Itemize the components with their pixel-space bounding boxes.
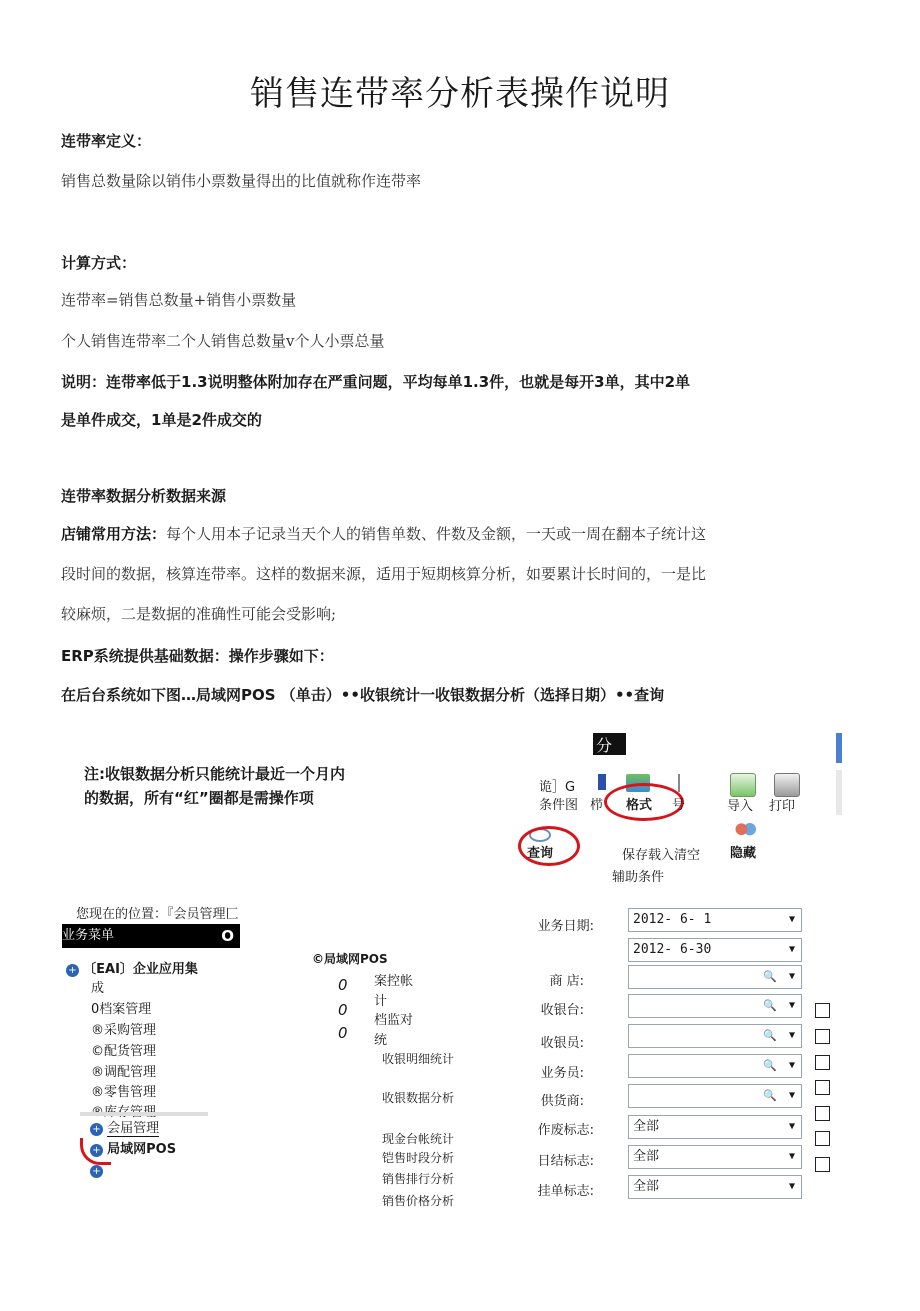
store-method-text-1: 每个人用本子记录当天个人的销售单数、件数及金额，一天或一周在翻本子统计这 bbox=[166, 525, 707, 543]
import-button[interactable]: 导入 bbox=[727, 799, 754, 814]
toolbar-fragment-1: 诡］G bbox=[539, 780, 576, 795]
salesperson-label: 业务员: bbox=[540, 1066, 584, 1081]
toolbar-fragment-2: 条件图 bbox=[539, 798, 579, 813]
business-date-label: 业务日期: bbox=[537, 919, 594, 934]
submenu-zero-1: 0 bbox=[338, 976, 348, 994]
hold-order-label: 挂单标志: bbox=[537, 1184, 594, 1199]
date-from-value: 2012- 6- 1 bbox=[633, 912, 712, 927]
void-flag-label: 作废标志: bbox=[537, 1123, 594, 1138]
import-icon bbox=[730, 773, 756, 797]
chevron-down-icon: ▼ bbox=[788, 1181, 795, 1192]
chevron-down-icon: ▼ bbox=[788, 1151, 795, 1162]
chevron-down-icon: ▼ bbox=[788, 971, 795, 982]
supplier-field[interactable] bbox=[628, 1084, 802, 1108]
toolbar-divider bbox=[678, 774, 680, 792]
print-button[interactable]: 打印 bbox=[769, 799, 796, 814]
menu-eai-label-2: 成 bbox=[91, 981, 105, 996]
search-icon[interactable]: 🔍 bbox=[763, 970, 777, 983]
submenu-zero-3: 0 bbox=[338, 1024, 348, 1042]
screenshot-note-line-1: 注:收银数据分析只能统计最近一个月内 bbox=[84, 765, 346, 783]
submenu-time-period[interactable]: 铠售时段分析 bbox=[382, 1151, 455, 1165]
cashier-checkbox[interactable] bbox=[815, 1029, 830, 1044]
hold-order-select[interactable] bbox=[628, 1175, 802, 1199]
window-edge-strip-2 bbox=[836, 770, 842, 815]
query-button[interactable]: 查询 bbox=[527, 846, 554, 861]
menu-collapse-button[interactable]: O bbox=[221, 927, 234, 945]
definition-heading: 连带率定义： bbox=[61, 132, 152, 150]
chevron-down-icon: ▼ bbox=[788, 914, 795, 925]
location-breadcrumb: 您现在的位置：『会员管理匚 bbox=[76, 907, 239, 922]
supplier-label: 供货商: bbox=[540, 1094, 584, 1109]
search-icon[interactable]: 🔍 bbox=[763, 1029, 777, 1042]
tab-fragment[interactable]: 分 bbox=[593, 733, 626, 755]
submenu-item-1[interactable]: 案控帐 bbox=[374, 974, 414, 989]
daily-settle-value: 全部 bbox=[633, 1149, 660, 1164]
date-to-select[interactable] bbox=[628, 938, 802, 962]
menu-lan-pos-label: 局域网POS bbox=[107, 1142, 177, 1157]
source-heading: 连带率数据分析数据来源 bbox=[61, 487, 227, 505]
query-red-circle bbox=[518, 826, 580, 866]
page-title: 销售连带率分析表操作说明 bbox=[250, 74, 670, 114]
supplier-checkbox[interactable] bbox=[815, 1080, 830, 1095]
salesperson-checkbox[interactable] bbox=[815, 1055, 830, 1070]
menu-member-label: 会届管理 bbox=[107, 1121, 160, 1136]
hold-order-value: 全部 bbox=[633, 1179, 660, 1194]
lan-pos-red-circle bbox=[80, 1138, 111, 1165]
note-line-2: 是单件成交，1单是2件成交的 bbox=[61, 411, 262, 429]
hold-order-checkbox[interactable] bbox=[815, 1157, 830, 1172]
definition-text: 销售总数量除以销伟小票数量得出的比值就称作连带率 bbox=[61, 172, 422, 190]
report-icon bbox=[598, 774, 606, 790]
shop-field[interactable] bbox=[628, 965, 802, 989]
format-button[interactable]: 格式 bbox=[626, 798, 653, 813]
store-method-line-3: 较麻烦，二是数据的准确性可能会受影响; bbox=[61, 605, 337, 623]
search-icon[interactable]: 🔍 bbox=[763, 999, 777, 1012]
menu-archive[interactable]: 0档案管理 bbox=[91, 1002, 152, 1017]
submenu-cash-detail[interactable]: 收银明细统计 bbox=[382, 1052, 455, 1066]
expand-icon: + bbox=[90, 1123, 103, 1136]
screenshot-note-line-2: 的数据，所有“红”圈都是需操作项 bbox=[84, 789, 314, 807]
business-menu-title: 业务菜单 bbox=[62, 928, 115, 943]
void-flag-value: 全部 bbox=[633, 1119, 660, 1134]
submenu-item-3[interactable]: 档监对 bbox=[374, 1013, 414, 1028]
menu-eai[interactable] bbox=[66, 958, 198, 977]
submenu-cash-analysis[interactable]: 收银数据分析 bbox=[382, 1091, 455, 1105]
operation-steps: 在后台系统如下图…局域网POS （单击）••收银统计一收银数据分析（选择日期）••查询 bbox=[61, 686, 665, 704]
chevron-down-icon: ▼ bbox=[788, 944, 795, 955]
business-menu-bar bbox=[62, 924, 240, 948]
menu-member[interactable] bbox=[90, 1117, 159, 1136]
submenu-header[interactable]: ©局域网POS bbox=[312, 952, 388, 966]
menu-eai-label: 〔EAI〕企业应用集 bbox=[83, 962, 198, 977]
submenu-price[interactable]: 销售价格分析 bbox=[382, 1194, 455, 1208]
store-method-label: 店铺常用方法： bbox=[61, 525, 167, 543]
salesperson-field[interactable] bbox=[628, 1054, 802, 1078]
hide-button[interactable]: 隐藏 bbox=[730, 846, 757, 861]
register-checkbox[interactable] bbox=[815, 1003, 830, 1018]
expand-icon: + bbox=[66, 964, 79, 977]
chevron-down-icon: ▼ bbox=[788, 1030, 795, 1041]
cashier-label: 收银员: bbox=[540, 1036, 584, 1051]
store-method-line-1 bbox=[61, 523, 706, 544]
expand-icon: + bbox=[90, 1165, 103, 1178]
store-method-line-2: 段时间的数据，核算连带率。这样的数据来源，适用于短期核算分析，如要累计长时间的，一是比 bbox=[61, 565, 707, 583]
menu-transfer[interactable]: ®调配管理 bbox=[91, 1065, 157, 1080]
chevron-down-icon: ▼ bbox=[788, 1121, 795, 1132]
void-flag-select[interactable] bbox=[628, 1115, 802, 1139]
aux-condition-label[interactable]: 辅助条件 bbox=[612, 870, 665, 885]
search-icon[interactable]: 🔍 bbox=[763, 1089, 777, 1102]
cashier-field[interactable] bbox=[628, 1024, 802, 1048]
menu-inventory[interactable] bbox=[91, 1101, 156, 1112]
search-icon[interactable]: 🔍 bbox=[763, 1059, 777, 1072]
chevron-down-icon: ▼ bbox=[788, 1060, 795, 1071]
void-flag-checkbox[interactable] bbox=[815, 1106, 830, 1121]
print-icon bbox=[774, 773, 800, 797]
chevron-down-icon: ▼ bbox=[788, 1000, 795, 1011]
formula-line-1: 连带率=销售总数量+销售小票数量 bbox=[61, 291, 297, 309]
submenu-item-2: 计 bbox=[374, 994, 388, 1009]
toolbar-fragment-4: 号 bbox=[672, 798, 686, 813]
submenu-zero-2: 0 bbox=[338, 1001, 348, 1019]
daily-settle-checkbox[interactable] bbox=[815, 1131, 830, 1146]
calculation-heading: 计算方式： bbox=[61, 254, 137, 272]
menu-distribution[interactable]: ©配货管理 bbox=[91, 1044, 157, 1059]
menu-retail[interactable]: ®零售管理 bbox=[91, 1085, 157, 1100]
shop-label: 商 店: bbox=[549, 974, 584, 989]
date-to-value: 2012- 6-30 bbox=[633, 942, 712, 957]
save-load-clear-label[interactable]: 保存载入清空 bbox=[622, 848, 701, 863]
daily-settle-select[interactable] bbox=[628, 1145, 802, 1169]
register-label: 收银台: bbox=[540, 1003, 584, 1018]
note-line-1: 说明：连带率低于1.3说明整体附加存在严重问题，平均每单1.3件，也就是每开3单，其中2单 bbox=[61, 373, 691, 391]
menu-purchase[interactable]: ®采购管理 bbox=[91, 1023, 157, 1038]
submenu-item-4: 统 bbox=[374, 1033, 388, 1048]
chevron-down-icon: ▼ bbox=[788, 1090, 795, 1101]
daily-settle-label: 日结标志: bbox=[537, 1154, 594, 1169]
expand-icon: + bbox=[90, 1144, 103, 1157]
submenu-ranking[interactable]: 销售排行分析 bbox=[382, 1172, 455, 1186]
formula-line-2: 个人销售连带率二个人销售总数量v个人小票总量 bbox=[61, 332, 385, 350]
erp-heading: ERP系统提供基础数据：操作步骤如下： bbox=[61, 647, 334, 665]
register-field[interactable] bbox=[628, 994, 802, 1018]
submenu-cash-account[interactable]: 现金台帐统计 bbox=[382, 1132, 455, 1146]
hide-icon bbox=[733, 822, 757, 840]
window-edge-strip bbox=[836, 733, 842, 763]
menu-separator bbox=[80, 1112, 208, 1116]
date-from-select[interactable] bbox=[628, 908, 802, 932]
toolbar-fragment-3: 栉 bbox=[590, 798, 604, 813]
